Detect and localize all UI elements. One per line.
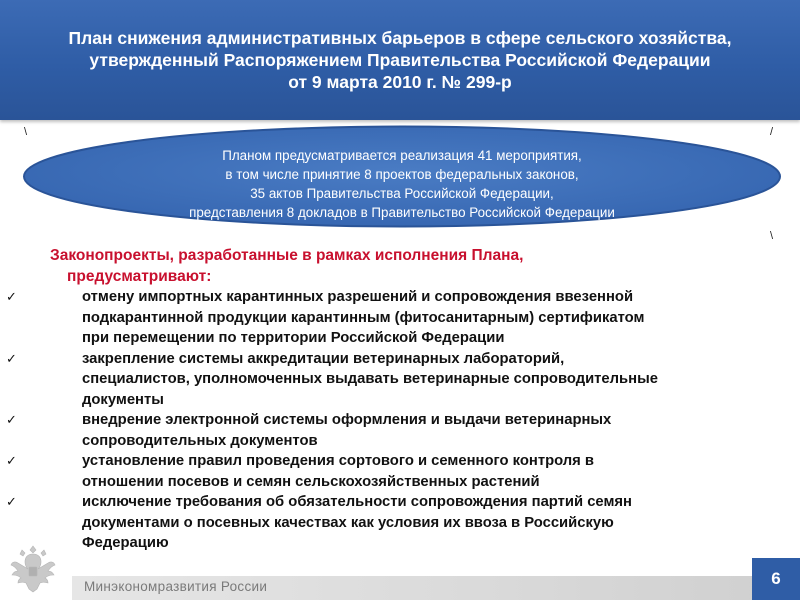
list-item-line: отмену импортных карантинных разрешений и сопровождения ввезенной (82, 289, 634, 305)
header-banner (0, 0, 800, 120)
checkmark-icon: ✓ (6, 412, 17, 427)
summary-line-2: в том числе принятие 8 проектов федеральных законов, (225, 167, 579, 182)
checkmark-icon: ✓ (6, 453, 17, 468)
intro-heading (50, 245, 790, 287)
list-item (2, 410, 790, 451)
list-item-line: документами о посевных качествах как условия их ввоза в Российскую (82, 514, 614, 531)
list-item-line: Федерацию (82, 535, 169, 551)
list-item (2, 349, 790, 411)
summary-line-3: 35 актов Правительства Российской Федерации, (250, 186, 554, 201)
checkmark-icon: ✓ (6, 289, 17, 304)
list-item-line: документы (82, 391, 164, 408)
list-item-line: сопроводительных документов (82, 432, 318, 449)
list-item (2, 492, 790, 554)
list-item-line: специалистов, уполномоченных выдавать ветеринарные сопроводительные (82, 371, 658, 387)
title-line-3: от 9 марта 2010 г. № 299-р (288, 72, 512, 92)
list-item (2, 451, 790, 492)
title-line-2: утвержденный Распоряжением Правительства Российской Федерации (89, 50, 711, 70)
intro-line-2: предусматривают: (67, 268, 212, 285)
corner-tick-icon: / (770, 126, 774, 138)
checkmark-icon: ✓ (6, 350, 17, 366)
list-item-line: подкарантинной продукции карантинным (фитосанитарным) сертификатом (82, 309, 645, 326)
intro-line-1: Законопроекты, разработанные в рамках исполнения Плана, (50, 247, 524, 264)
measures-list (2, 287, 790, 554)
corner-tick-icon: \ (770, 230, 774, 242)
list-item-line: отношении посевов и семян сельскохозяйственных растений (82, 473, 540, 490)
corner-tick-icon: \ (24, 126, 28, 138)
list-item (2, 287, 790, 349)
page-title (0, 27, 800, 93)
russian-coat-of-arms-icon (4, 540, 62, 598)
list-item-line: установление правил проведения сортового и семенного контроля в (82, 453, 595, 469)
summary-line-4: представления 8 докладов в Правительство Российской Федерации (189, 205, 615, 220)
ministry-name: Минэкономразвития России (84, 579, 268, 594)
list-item-line: внедрение электронной системы оформления и выдачи ветеринарных (82, 412, 612, 428)
main-content (6, 245, 790, 554)
page-number: 6 (752, 558, 800, 600)
title-line-1: План снижения административных барьеров в сфере сельского хозяйства, (68, 28, 732, 48)
summary-line-1: Планом предусматривается реализация 41 мероприятия, (222, 148, 582, 163)
list-item-line: закрепление системы аккредитации ветеринарных лабораторий, (82, 350, 565, 367)
checkmark-icon: ✓ (6, 494, 17, 509)
summary-text (22, 146, 782, 222)
list-item-line: при перемещении по территории Российской Федерации (82, 330, 505, 346)
list-item-line: исключение требования об обязательности сопровождения партий семян (82, 494, 632, 510)
